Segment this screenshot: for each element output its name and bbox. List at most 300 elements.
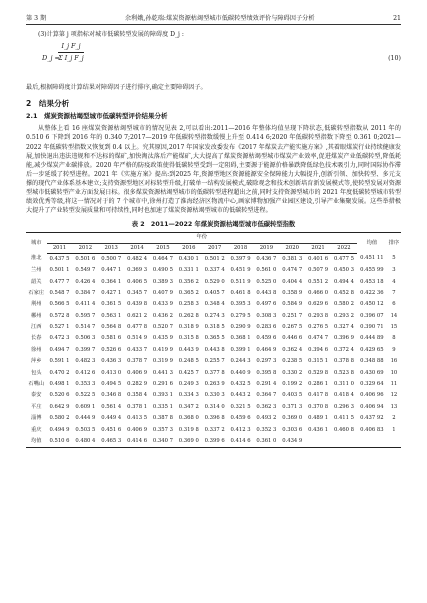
value-cell: 0.358 4 — [127, 392, 148, 399]
value-cell: 0.291 4 — [256, 381, 277, 388]
value-cell: 0.311 0 — [333, 381, 354, 388]
value-cell: 0.357 3 — [152, 426, 173, 433]
value-cell: 0.580 2 — [333, 301, 354, 308]
city-cell: 泰安 — [31, 392, 42, 399]
value-cell: 0.506 3 — [75, 335, 96, 342]
value-cell: 0.337 4 — [204, 267, 225, 274]
year-header: 2013 — [98, 243, 124, 253]
mean-cell: 0.444 89 — [360, 335, 384, 342]
city-cell: 包头 — [31, 369, 42, 376]
value-cell: 0.470 2 — [49, 369, 70, 376]
table-row — [26, 299, 401, 310]
rank-cell — [387, 436, 401, 448]
value-cell: 0.330 2 — [282, 369, 303, 376]
value-cell: 0.330 3 — [204, 392, 225, 399]
rank-cell: 4 — [392, 278, 396, 285]
value-cell: 0.459 6 — [230, 415, 251, 422]
value-cell: 0.447 1 — [101, 267, 122, 274]
value-cell: 0.564 8 — [101, 324, 122, 331]
city-cell: 重庆 — [31, 426, 42, 433]
value-cell: 0.412 6 — [75, 369, 96, 376]
table-row — [26, 436, 401, 448]
value-cell: 0.395 3 — [230, 301, 251, 308]
mean-cell: 0.437 92 — [360, 415, 384, 422]
value-cell: 0.551 2 — [308, 278, 329, 285]
value-cell: 0.439 8 — [127, 301, 148, 308]
table-row — [26, 345, 401, 356]
value-cell: 0.460 8 — [333, 426, 354, 433]
value-cell: 0.378 8 — [333, 358, 354, 365]
value-cell: 0.406 5 — [127, 278, 148, 285]
value-cell: 0.361 5 — [101, 301, 122, 308]
value-cell: 0.482 4 — [127, 255, 148, 262]
rank-cell: 16 — [390, 358, 398, 365]
value-cell: 0.490 5 — [152, 267, 173, 274]
year-header: 2022 — [331, 243, 357, 253]
value-cell: 0.434 9 — [279, 436, 305, 448]
value-cell: 0.384 7 — [75, 289, 96, 296]
value-cell: 0.591 1 — [49, 358, 70, 365]
value-cell: 0.437 5 — [49, 255, 70, 262]
mean-cell: 0.451 11 — [360, 255, 384, 262]
city-cell: 淮北 — [31, 255, 42, 262]
value-cell: 0.315 8 — [178, 335, 199, 342]
mean-cell: 0.396 07 — [360, 312, 384, 319]
value-cell: 0.369 3 — [127, 267, 148, 274]
value-cell: 0.480 4 — [72, 436, 98, 448]
value-cell: 0.443 8 — [256, 289, 277, 296]
value-cell: 0.249 3 — [178, 381, 199, 388]
value-cell: 0.396 8 — [204, 415, 225, 422]
value-cell: 0.425 7 — [178, 369, 199, 376]
value-cell: 0.348 4 — [204, 301, 225, 308]
value-cell: 0.401 6 — [308, 255, 329, 262]
value-cell: 0.426 4 — [75, 278, 96, 285]
table-row — [26, 322, 401, 333]
city-cell: 萍乡 — [31, 358, 42, 365]
value-cell: 0.507 9 — [308, 267, 329, 274]
value-cell: 0.394 6 — [308, 346, 329, 353]
value-cell: 0.308 3 — [256, 312, 277, 319]
equation-10 — [26, 41, 401, 81]
value-cell: 0.497 6 — [256, 301, 277, 308]
value-cell: 0.393 1 — [152, 392, 173, 399]
value-cell: 0.293 2 — [333, 312, 354, 319]
value-cell: 0.334 3 — [178, 392, 199, 399]
table-row — [26, 413, 401, 424]
running-title: 余利娥,孙乾瑞:煤炭资源枯竭型城市低碳转型绩效评价与障碍因子分析 — [124, 15, 315, 22]
value-cell: 0.346 8 — [101, 392, 122, 399]
value-cell: 0.286 1 — [308, 381, 329, 388]
value-cell: 0.584 9 — [282, 301, 303, 308]
value-cell: 0.572 8 — [49, 312, 70, 319]
rank-cell: 6 — [392, 301, 396, 308]
value-cell: 0.356 2 — [178, 278, 199, 285]
value-cell: 0.494 4 — [333, 278, 354, 285]
value-cell: 0.263 9 — [204, 381, 225, 388]
value-cell: 0.451 6 — [101, 426, 122, 433]
value-cell: 0.274 3 — [204, 312, 225, 319]
mean-column-header: 均值 — [357, 233, 387, 253]
value-cell: 0.621 2 — [127, 312, 148, 319]
value-cell: 0.364 1 — [101, 278, 122, 285]
rank-cell: 5 — [392, 255, 396, 262]
rank-cell: 11 — [390, 381, 398, 388]
mean-cell: 0.329 64 — [360, 381, 384, 388]
step3-paragraph: (3)计算第 j 项指标对城市低碳转型发展的障碍度 D_j : — [38, 31, 184, 38]
table-row — [26, 402, 401, 413]
value-cell: 0.369 0 — [176, 436, 202, 448]
value-cell: 0.501 1 — [49, 267, 70, 274]
value-cell: 0.399 1 — [230, 346, 251, 353]
value-cell: 0.418 4 — [333, 392, 354, 399]
value-cell: 0.444 9 — [75, 415, 96, 422]
value-cell: 0.353 3 — [75, 381, 96, 388]
value-cell: 0.419 9 — [152, 346, 173, 353]
value-cell: 0.441 3 — [152, 369, 173, 376]
section-heading: 2 结果分析 — [26, 99, 70, 109]
mean-cell — [357, 436, 387, 448]
mean-cell: 0.453 18 — [360, 278, 384, 285]
rank-cell: 1 — [392, 426, 396, 433]
rank-cell: 7 — [392, 289, 396, 296]
year-header: 2015 — [150, 243, 176, 253]
page-number: 21 — [393, 15, 401, 22]
rank-cell: 14 — [390, 312, 398, 319]
year-header-row — [26, 243, 401, 253]
value-cell: 0.364 7 — [256, 392, 277, 399]
value-cell: 0.411 5 — [333, 415, 354, 422]
value-cell: 0.510 6 — [47, 436, 73, 448]
value-cell: 0.482 3 — [75, 358, 96, 365]
value-cell: 0.314 0 — [204, 403, 225, 410]
value-cell: 0.319 9 — [152, 358, 173, 365]
city-cell: 石嘴山 — [28, 381, 45, 388]
value-cell: 0.303 6 — [282, 426, 303, 433]
value-cell: 0.251 7 — [282, 312, 303, 319]
value-cell: 0.405 7 — [204, 289, 225, 296]
value-cell: 0.436 3 — [101, 358, 122, 365]
value-cell: 0.258 3 — [178, 301, 199, 308]
value-cell: 0.283 6 — [256, 324, 277, 331]
value-cell: 0.345 7 — [127, 289, 148, 296]
value-cell: 0.501 2 — [204, 255, 225, 262]
value-cell: 0.365 5 — [204, 335, 225, 342]
value-cell: 0.362 4 — [282, 346, 303, 353]
value-cell: 0.327 4 — [333, 324, 354, 331]
rank-cell: 3 — [392, 267, 396, 274]
value-cell — [305, 436, 331, 448]
value-cell: 0.406 9 — [127, 426, 148, 433]
city-column-header: 城市 — [26, 233, 47, 253]
value-cell: 0.377 8 — [204, 369, 225, 376]
value-cell: 0.352 3 — [256, 426, 277, 433]
year-header: 2016 — [176, 243, 202, 253]
equation-lhs: D_j = — [42, 54, 60, 63]
value-cell: 0.459 6 — [256, 335, 277, 342]
value-cell: 0.494 5 — [101, 381, 122, 388]
equation-fraction — [58, 42, 84, 63]
value-cell: 0.529 8 — [308, 369, 329, 376]
rank-cell: 2 — [392, 415, 396, 422]
subsection-heading: 2.1 煤炭资源枯竭型城市低碳转型评价结果分析 — [26, 112, 168, 121]
equation-numerator: I_j F_j — [58, 42, 84, 53]
value-cell: 0.511 9 — [230, 278, 251, 285]
city-cell: 均值 — [26, 436, 47, 448]
value-cell: 0.411 4 — [75, 301, 96, 308]
value-cell: 0.580 2 — [49, 415, 70, 422]
analysis-paragraph: 从整体上看 16 座煤炭资源枯竭型城市的情况见表 2,可以看出:2011—2016 年整体均值呈现下降状态,低碳转型指数从 2011 年的 0.510 6 下降到 2016 年的 0.340 7;2017—2019 年低碳转型指数缓慢上升至 0.414 6;2020 年低碳转型指数下降至 0.361 0;2021—2022 年低碳转型指数又恢复到 0.4 以上。究其原因,2017 年国家发改委发布《2017 年煤炭去产能实施方案》,其着眼煤炭行业持续健康发展,加快退出违法违规和不达标的煤矿,加快淘汰落后产能煤矿,大大提高了煤炭资源枯竭型城市煤炭产业效率,促进煤炭产业低碳转型,降低耗能,减少煤炭产业碳排放。2020 年严格的防疫政策使得低碳转型受到一定阻碍,主要源于能源价格暴跌降低绿色技术吸引力,同时国际协作滞后一步延缓了转型进程。2021 年《实施方案》提出:到2025 年,资源型地区资源能源安全保障能力大幅提升,创新引领、加快转型、多元支撑的现代产业体系基本建立;支持资源型地区对标转型升级,打破单一结构发展模式,破除观念和技术创新培育新发展模式等,使转型发展对资源型城市低碳转型产业方面发展日标。很多煤炭资源枯竭型城市的低碳转型进程超出之前,同时支持资源型城市的 2021 年度低碳转型城市转型绩效优秀等级,将这一情况对于的 7 个城市中,徐州打造了淮海经济区物流中心,画家博物加强产业园区建设,引导产业集聚发展。这些举措极大提升了产业转型发展质量和可持续性,同时也加速了煤炭资源枯竭型城市的低碳转型进程。 — [26, 125, 401, 215]
value-cell: 0.525 0 — [256, 278, 277, 285]
value-cell: 0.523 8 — [333, 369, 354, 376]
value-cell: 0.526 6 — [101, 346, 122, 353]
value-cell: 0.371 3 — [282, 403, 303, 410]
value-cell: 0.520 6 — [49, 392, 70, 399]
value-cell: 0.340 7 — [150, 436, 176, 448]
value-cell: 0.443 2 — [230, 392, 251, 399]
value-cell: 0.414 6 — [124, 436, 150, 448]
year-header: 2011 — [47, 243, 73, 253]
value-cell: 0.566 5 — [49, 301, 70, 308]
value-cell: 0.436 7 — [256, 255, 277, 262]
value-cell: 0.337 2 — [204, 426, 225, 433]
value-cell: 0.451 9 — [230, 267, 251, 274]
value-cell: 0.417 8 — [308, 392, 329, 399]
mean-cell: 0.429 65 — [360, 346, 384, 353]
value-cell: 0.318 5 — [204, 324, 225, 331]
value-cell: 0.642 9 — [49, 403, 70, 410]
value-cell: 0.464 9 — [256, 346, 277, 353]
value-cell: 0.365 2 — [178, 289, 199, 296]
value-cell: 0.403 5 — [282, 392, 303, 399]
value-cell: 0.561 4 — [101, 403, 122, 410]
value-cell: 0.527 1 — [49, 324, 70, 331]
year-header: 2021 — [305, 243, 331, 253]
table-row — [26, 390, 401, 401]
city-cell: 石家庄 — [28, 289, 45, 296]
value-cell: 0.435 9 — [152, 335, 173, 342]
table-header-row — [26, 233, 401, 243]
value-cell: 0.549 7 — [75, 267, 96, 274]
mean-cell: 0.348 88 — [360, 358, 384, 365]
value-cell: 0.347 2 — [178, 403, 199, 410]
value-cell: 0.461 8 — [230, 289, 251, 296]
value-cell: 0.430 1 — [178, 255, 199, 262]
value-cell: 0.412 3 — [230, 426, 251, 433]
value-cell: 0.199 2 — [282, 381, 303, 388]
value-cell: 0.276 5 — [308, 324, 329, 331]
table-row — [26, 253, 401, 265]
value-cell: 0.389 3 — [152, 278, 173, 285]
issue-label: 第 3 期 — [26, 15, 47, 22]
value-cell: 0.361 0 — [253, 436, 279, 448]
mean-cell: 0.406 94 — [360, 403, 384, 410]
value-cell: 0.477 7 — [49, 278, 70, 285]
value-cell: 0.500 7 — [101, 255, 122, 262]
value-cell: 0.563 1 — [101, 312, 122, 319]
value-cell: 0.335 1 — [152, 403, 173, 410]
value-cell: 0.436 2 — [152, 312, 173, 319]
rank-cell: 13 — [390, 403, 398, 410]
city-cell: 郴州 — [31, 312, 42, 319]
value-cell: 0.396 9 — [333, 335, 354, 342]
value-cell: 0.368 1 — [230, 335, 251, 342]
value-cell: 0.443 8 — [204, 346, 225, 353]
value-cell: 0.474 7 — [308, 335, 329, 342]
value-cell: 0.399 6 — [202, 436, 228, 448]
mean-cell: 0.406 96 — [360, 392, 384, 399]
value-cell: 0.378 7 — [127, 358, 148, 365]
value-cell: 0.520 7 — [152, 324, 173, 331]
value-cell: 0.407 9 — [152, 289, 173, 296]
value-cell: 0.414 6 — [228, 436, 254, 448]
value-cell: 0.404 4 — [282, 278, 303, 285]
value-cell: 0.432 5 — [230, 381, 251, 388]
table-row — [26, 265, 401, 276]
value-cell: 0.452 8 — [333, 289, 354, 296]
mean-cell: 0.390 71 — [360, 324, 384, 331]
rank-cell: 12 — [390, 392, 398, 399]
value-cell — [331, 436, 357, 448]
equation-number: (10) — [388, 55, 401, 63]
value-cell: 0.440 9 — [230, 369, 251, 376]
value-cell: 0.406 9 — [127, 369, 148, 376]
value-cell: 0.331 1 — [178, 267, 199, 274]
value-cell: 0.548 7 — [49, 289, 70, 296]
value-cell: 0.503 5 — [75, 426, 96, 433]
value-cell: 0.413 5 — [127, 415, 148, 422]
value-cell: 0.290 9 — [230, 324, 251, 331]
header-rule — [26, 24, 401, 25]
table-caption: 表 2 2011—2022 年煤炭资源枯竭型城市低碳转型指数 — [131, 221, 296, 229]
year-header: 2017 — [202, 243, 228, 253]
mean-cell: 0.406 83 — [360, 426, 384, 433]
value-cell: 0.318 9 — [178, 324, 199, 331]
value-cell: 0.378 1 — [127, 403, 148, 410]
index-table — [26, 232, 401, 448]
table-body — [26, 253, 401, 448]
value-cell: 0.387 8 — [152, 415, 173, 422]
rank-cell: 8 — [392, 335, 396, 342]
value-cell: 0.397 9 — [230, 255, 251, 262]
value-cell: 0.446 6 — [282, 335, 303, 342]
value-cell: 0.477 8 — [127, 324, 148, 331]
value-cell: 0.381 3 — [282, 255, 303, 262]
table-row — [26, 288, 401, 299]
value-cell: 0.315 1 — [308, 358, 329, 365]
value-cell: 0.368 0 — [178, 415, 199, 422]
value-cell: 0.369 0 — [282, 415, 303, 422]
value-cell: 0.321 5 — [230, 403, 251, 410]
city-cell: 兰州 — [31, 267, 42, 274]
value-cell: 0.472 3 — [49, 335, 70, 342]
year-header: 2012 — [72, 243, 98, 253]
mean-cell: 0.455 99 — [360, 267, 384, 274]
city-cell: 淄博 — [31, 415, 42, 422]
value-cell: 0.279 5 — [230, 312, 251, 319]
year-header: 2018 — [228, 243, 254, 253]
value-cell: 0.358 9 — [282, 289, 303, 296]
page-body — [26, 30, 401, 448]
value-cell: 0.514 7 — [75, 324, 96, 331]
table-row — [26, 333, 401, 344]
city-cell: 徐州 — [31, 346, 42, 353]
value-cell: 0.465 3 — [98, 436, 124, 448]
value-cell: 0.477 5 — [333, 255, 354, 262]
value-cell: 0.413 0 — [101, 369, 122, 376]
table-row — [26, 356, 401, 367]
value-cell: 0.449 4 — [101, 415, 122, 422]
value-cell: 0.443 9 — [178, 346, 199, 353]
value-cell: 0.493 2 — [256, 415, 277, 422]
value-cell: 0.494 9 — [49, 426, 70, 433]
table-row — [26, 276, 401, 287]
mean-cell: 0.430 69 — [360, 369, 384, 376]
year-header: 2019 — [253, 243, 279, 253]
table-row — [26, 368, 401, 379]
value-cell: 0.529 0 — [204, 278, 225, 285]
value-cell: 0.282 9 — [127, 381, 148, 388]
city-cell: 长春 — [31, 335, 42, 342]
rank-cell: 15 — [390, 324, 398, 331]
table-row — [26, 424, 401, 435]
value-cell: 0.399 7 — [75, 346, 96, 353]
mean-cell: 0.422 36 — [360, 289, 384, 296]
table-row — [26, 311, 401, 322]
value-cell: 0.291 6 — [152, 381, 173, 388]
year-header: 2020 — [279, 243, 305, 253]
value-cell: 0.474 7 — [282, 267, 303, 274]
value-cell: 0.255 7 — [204, 358, 225, 365]
value-cell: 0.395 8 — [256, 369, 277, 376]
year-header: 2014 — [124, 243, 150, 253]
city-cell: 平庄 — [31, 403, 42, 410]
equation-denominator: Σ I_j F_j — [58, 55, 84, 63]
value-cell: 0.450 3 — [333, 267, 354, 274]
rank-cell: 10 — [390, 369, 398, 376]
value-cell: 0.595 7 — [75, 312, 96, 319]
rank-cell: 9 — [392, 346, 396, 353]
value-cell: 0.433 9 — [152, 301, 173, 308]
value-cell: 0.362 3 — [256, 403, 277, 410]
value-cell: 0.238 5 — [282, 358, 303, 365]
value-cell: 0.494 7 — [49, 346, 70, 353]
value-cell: 0.293 8 — [308, 312, 329, 319]
value-cell: 0.244 3 — [230, 358, 251, 365]
value-cell: 0.514 9 — [127, 335, 148, 342]
value-cell: 0.372 4 — [333, 346, 354, 353]
table-row — [26, 379, 401, 390]
value-cell: 0.370 8 — [308, 403, 329, 410]
value-cell: 0.498 1 — [49, 381, 70, 388]
value-cell: 0.581 6 — [101, 335, 122, 342]
value-cell: 0.522 5 — [75, 392, 96, 399]
value-cell: 0.489 1 — [308, 415, 329, 422]
value-cell: 0.501 6 — [75, 255, 96, 262]
value-cell: 0.629 6 — [308, 301, 329, 308]
mean-cell: 0.450 12 — [360, 301, 384, 308]
year-group-header: 年份 — [47, 233, 357, 243]
value-cell: 0.296 3 — [333, 403, 354, 410]
value-cell: 0.248 5 — [178, 358, 199, 365]
value-cell: 0.297 3 — [256, 358, 277, 365]
rank-column-header: 排序 — [387, 233, 401, 253]
value-cell: 0.319 8 — [178, 426, 199, 433]
value-cell: 0.433 7 — [127, 346, 148, 353]
value-cell: 0.262 8 — [178, 312, 199, 319]
ranking-paragraph: 最后,根据障碍度计算结果对障碍因子进行排序,确定主要障碍因子。 — [26, 84, 207, 92]
value-cell: 0.267 5 — [282, 324, 303, 331]
